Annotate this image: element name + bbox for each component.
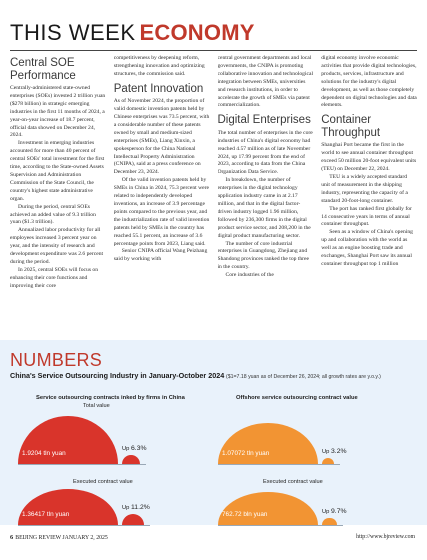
bubble-baseline	[218, 525, 343, 526]
growth-label: Up 6.3%	[122, 445, 147, 452]
paragraph: Seen as a window of China's opening up and collaboration with the world as well as an engine boosting trade and exchanges, Shanghai Port saw its annual container throughput top 1 million	[321, 229, 413, 267]
executed-label-left: Executed contract value	[73, 479, 133, 485]
paragraph: In 2025, central SOEs will focus on enhancing their core functions and improving their core	[10, 266, 99, 289]
paragraph: digital economy involve economic activities that provide digital technologies, products, services, infrastructure and solutions for the industry's digital development, as well as those completely dependent on digital technologies and data elements.	[321, 55, 417, 109]
bubble-value: 1.9204 tln yuan	[22, 450, 66, 457]
column-1	[10, 55, 106, 333]
bubble-value: 1.36417 tln yuan	[22, 511, 70, 518]
paragraph: Shanghai Port became the first in the world to see annual container throughput exceed 50 million 20-foot equivalent units (TEU) on December 22, 2024.	[321, 142, 417, 173]
footer-page	[10, 534, 108, 541]
total-value-label: Total value	[83, 403, 110, 409]
column-4	[321, 55, 417, 333]
section-title: THIS WEEK	[10, 20, 136, 45]
section-category: ECONOMY	[139, 20, 255, 45]
page-number: 6	[10, 534, 14, 541]
heading-container-throughput: Container Throughput	[321, 114, 381, 139]
heading-digital-enterprises: Digital Enterprises	[217, 114, 311, 127]
bubble-shape	[18, 489, 118, 525]
header-divider	[10, 50, 417, 51]
paragraph: Investment in emerging industries accounted for more than 40 percent of central SOEs' total investment for the first time, according to the State-owned Assets Supervision and Administration Commission of the State Council, the country's highest state administrative organ.	[10, 140, 105, 202]
column-2	[114, 55, 210, 333]
paragraph: Centrally-administered state-owned enterprises (SOEs) invested 2 trillion yuan ($278 billion) in strategic emerging industries in the first 11 months of 2024, a year-on-year increase of 18.7 percent, official data showed on December 24, 2024.	[10, 85, 106, 139]
heading-central-soe: Central SOE Performance	[10, 57, 76, 82]
column-3	[218, 55, 314, 333]
bubble-baseline	[18, 464, 146, 465]
paragraph: The number of core industrial enterprises in Guangdong, Zhejiang and Shandong provinces ranked the top three in the country.	[217, 240, 309, 271]
offshore-heading: Offshore service outsourcing contract value	[236, 395, 358, 401]
paragraph: As of November 2024, the proportion of valid domestic invention patents held by Chinese enterprises was 73.5 percent, with a considerable number of these patents owned by small and medium-sized enterprises (SMEs), Liang Xinxin, a spokesperson for the China National Intellectual Property Administration (CNIPA), said at a press conference on December 23, 2024.	[113, 98, 210, 176]
bubble-baseline	[218, 464, 340, 465]
footer-url: http://www.bjreview.com	[356, 534, 415, 540]
chart-note: ($1=7.18 yuan as of December 26, 2024; all growth rates are y.o.y.)	[226, 374, 381, 380]
bubble-shape	[218, 423, 318, 464]
executed-label-right: Executed contract value	[263, 479, 323, 485]
value-bubble	[218, 492, 318, 525]
paragraph: During the period, central SOEs achieved an added value of 9.3 trillion yuan ($1.3 trillion).	[10, 203, 96, 226]
bubble-baseline	[18, 525, 150, 526]
publication-line: BEIJING REVIEW JANUARY 2, 2025	[15, 535, 108, 541]
paragraph: Of the valid invention patents held by SMEs in China in 2024, 75.3 percent were related to independently developed inventions, an increase of 3.9 percentage points compared to the previous year, and the industrialization rate of valid invention patents held by SMEs in the country has reached 55.1 percent, an increase of 3.6 percentage points from 2023, Liang said.	[113, 177, 210, 247]
growth-label: Up 3.2%	[322, 448, 347, 455]
paragraph: TEU is a widely accepted standard unit of measurement in the shipping industry, representing the capacity of a standard 20-foot-long container.	[321, 173, 408, 204]
paragraph: The total number of enterprises in the core industries of China's digital economy had reached 4.57 million as of late November 2024, up 17.99 percent from the end of 2023, according to data from the China Organization Data Service.	[217, 129, 313, 176]
paragraph: In breakdown, the number of enterprises in the digital technology application industry came in at 2.17 million, and that in the digital factor-driven industry logged 1.96 million, followed by 236,300 firms in the digital product service sector, and 208,200 in the digital product manufacturing sector.	[217, 177, 311, 239]
value-bubble	[218, 423, 318, 464]
onshore-heading: Service outsourcing contracts inked by firms in China	[36, 395, 185, 401]
paragraph: Senior CNIPA official Wang Peizhang said by working with	[113, 248, 208, 263]
numbers-title: NUMBERS	[10, 350, 103, 370]
paragraph: Core industries of the	[225, 272, 274, 279]
bubble-shape	[218, 492, 318, 525]
growth-label: Up 11.2%	[122, 504, 150, 511]
bubble-value: 762.72 bln yuan	[222, 511, 268, 518]
paragraph: The port has ranked first globally for 14 consecutive years in terms of annual container throughput.	[321, 205, 412, 228]
paragraph: central government departments and local governments, the CNIPA is promoting collaborative innovation and technological integration between SMEs, universities and research institutions, in order to accelerate the growth of SMEs via patent commercialization.	[217, 55, 314, 109]
bubble-value: 1.07072 tln yuan	[222, 450, 270, 457]
paragraph: Annualized labor productivity for all employees increased 3 percent year on year, and the intensity of research and development expenditure was 2.6 percent during the period.	[10, 227, 104, 265]
numbers-subtitle	[10, 371, 420, 380]
heading-patent-innovation: Patent Innovation	[113, 82, 204, 95]
value-bubble	[18, 489, 118, 525]
paragraph: competitiveness by deepening reform, strengthening innovation and optimizing structures, the commission said.	[113, 55, 205, 77]
growth-label: Up 9.7%	[322, 507, 347, 515]
chart-title: China's Service Outsourcing Industry in January-October 2024	[10, 371, 225, 380]
article-columns	[10, 55, 417, 333]
section-header	[10, 20, 417, 50]
